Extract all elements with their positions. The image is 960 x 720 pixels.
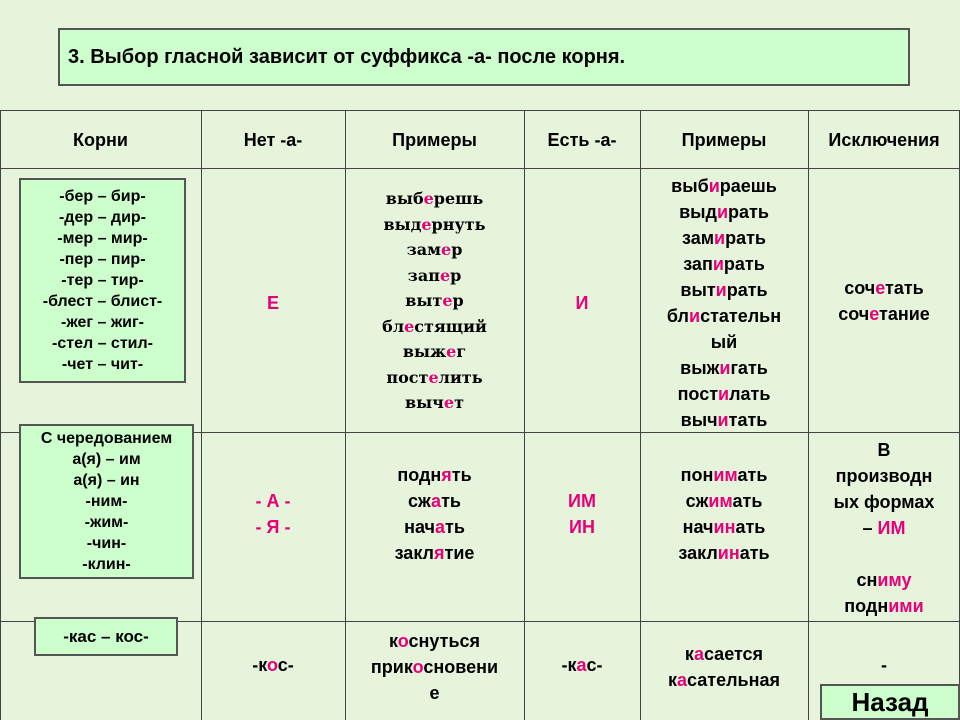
header-exceptions: Исключения — [828, 129, 940, 150]
root-pair: -чет – чит- — [61, 356, 144, 373]
suffix-im: ИМ — [568, 491, 596, 511]
exceptions-2 — [808, 437, 960, 619]
root-pair: -жег – жиг- — [61, 314, 144, 331]
root-pair: -чин- — [86, 535, 127, 552]
header-examples: Примеры — [392, 129, 477, 150]
grid-line — [0, 168, 960, 169]
root-pair: -блест – блист- — [42, 293, 163, 310]
root-pair: С чередованием — [40, 430, 173, 447]
examples-has-a-3 — [640, 641, 808, 693]
example-word: выдернуть — [383, 214, 486, 234]
example-word: касается — [684, 644, 764, 664]
example-word: поднять — [397, 465, 472, 485]
example-word: е — [429, 683, 440, 703]
root-pair: -стел – стил- — [52, 335, 153, 352]
example-word: постелить — [386, 367, 483, 387]
examples-no-a-3 — [345, 628, 524, 706]
example-word: прикосновени — [370, 657, 499, 677]
example-word: начать — [404, 517, 465, 537]
example-word: начинать — [682, 517, 766, 537]
example-word: вычитать — [680, 410, 768, 430]
vowels-a-ya — [201, 488, 345, 540]
exception-line: производн — [835, 466, 933, 486]
grid-line — [201, 110, 202, 720]
example-word: запер — [407, 265, 462, 285]
examples-has-a-2 — [640, 462, 808, 566]
example-word: касательная — [668, 670, 780, 690]
vowel-a: - А - — [255, 491, 291, 511]
grid-line — [0, 110, 1, 720]
exception-line: ых формах — [833, 492, 935, 512]
example-word: заклятие — [394, 543, 475, 563]
root-pair: -жим- — [84, 514, 129, 531]
exception-line: В — [877, 440, 891, 460]
root-pair: -пер – пир- — [59, 251, 146, 268]
header-no-a: Нет -а- — [243, 129, 303, 150]
example-word: вычет — [405, 393, 464, 412]
exception-line: – ИМ — [862, 518, 906, 538]
example-word: замер — [406, 240, 463, 259]
example-word: запирать — [683, 254, 765, 274]
back-button[interactable]: Назад — [820, 684, 960, 720]
root-pair: -ним- — [85, 493, 128, 510]
example-word: блестящий — [382, 316, 487, 336]
root-pair: -бер – бир- — [59, 188, 146, 205]
vowel-ya: - Я - — [255, 517, 291, 537]
grid-line — [0, 110, 960, 111]
example-word: выжигать — [680, 358, 768, 378]
header-roots: Корни — [73, 129, 128, 150]
example-word: выберешь — [385, 189, 484, 208]
example-word: вытер — [405, 291, 464, 310]
vowel-e: Е — [266, 293, 279, 313]
exception-word: сочетать — [844, 278, 924, 298]
examples-no-a-2 — [345, 462, 524, 566]
example-word: понимать — [680, 465, 768, 485]
roots-box-1 — [19, 178, 186, 383]
examples-no-a-1 — [345, 186, 524, 416]
example-word: коснуться — [388, 631, 481, 651]
grid-line — [524, 110, 525, 720]
root-kos: -кос- — [252, 655, 294, 675]
grid-line — [808, 110, 809, 720]
page-title: 3. Выбор гласной зависит от суффикса -а- после корня. — [68, 45, 626, 68]
vowel-i: И — [575, 293, 589, 313]
root-pair: -клин- — [82, 556, 131, 573]
examples-has-a-1 — [640, 173, 808, 433]
example-word: блистательн — [666, 306, 782, 326]
exception-word: сниму — [856, 570, 912, 590]
exception-word: сочетание — [838, 304, 930, 324]
root-pair: -дер – дир- — [58, 209, 147, 226]
example-word: выдирать — [679, 202, 769, 222]
roots-box-2 — [19, 424, 194, 579]
example-word: постилать — [677, 384, 771, 404]
root-pair: -кас – кос- — [63, 627, 149, 646]
root-pair: а(я) – ин — [73, 472, 140, 489]
example-word: выбираешь — [671, 176, 777, 196]
example-word: сжимать — [685, 491, 763, 511]
root-pair: а(я) – им — [72, 451, 141, 468]
example-word: вытирать — [680, 280, 768, 300]
exceptions-3: - — [881, 655, 887, 675]
suffix-in: ИН — [569, 517, 595, 537]
header-examples-2: Примеры — [681, 129, 767, 150]
exceptions-1 — [808, 275, 960, 327]
example-word: замирать — [681, 228, 766, 248]
header-has-a: Есть -а- — [547, 129, 617, 150]
title-box — [58, 28, 910, 86]
example-word: заклинать — [678, 543, 770, 563]
root-pair: -тер – тир- — [61, 272, 144, 289]
exception-word: подними — [844, 596, 924, 616]
vowels-im-in — [524, 488, 640, 540]
roots-box-3 — [34, 617, 178, 656]
example-word: сжать — [408, 491, 461, 511]
root-kas: -кас- — [561, 655, 603, 675]
root-pair: -мер – мир- — [57, 230, 148, 247]
example-word: выжег — [402, 342, 467, 361]
example-word: ый — [710, 332, 738, 352]
